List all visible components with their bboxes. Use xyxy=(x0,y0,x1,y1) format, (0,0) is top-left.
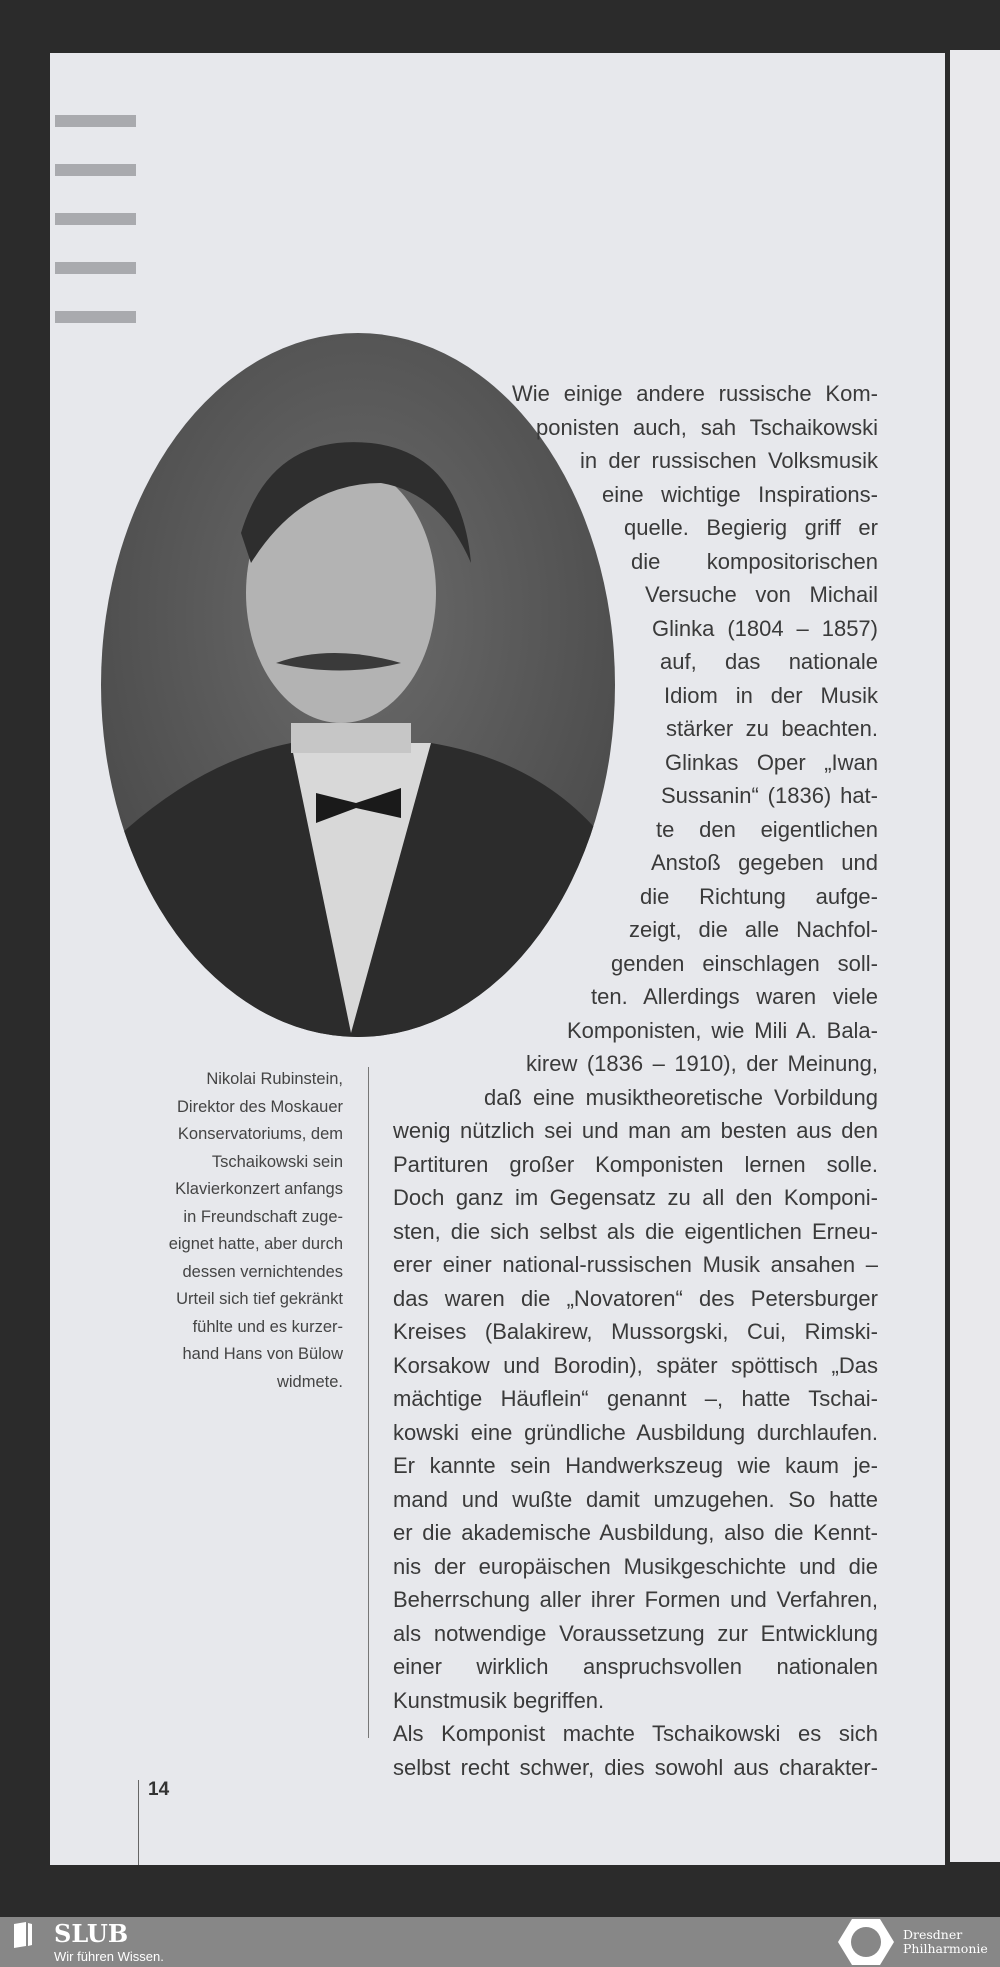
body-line: das waren die „Novatoren“ des Petersburger xyxy=(393,1285,878,1311)
partner-line-1: Dresdner xyxy=(903,1927,963,1942)
body-line: genden einschlagen soll- xyxy=(611,950,878,976)
caption-line: Tschaikowski sein xyxy=(211,1152,343,1171)
caption-line: dessen vernichtendes xyxy=(182,1262,343,1281)
body-line: Glinka (1804 – 1857) xyxy=(652,615,878,641)
adjacent-page-edge xyxy=(950,50,1000,1862)
body-line: zeigt, die alle Nachfol- xyxy=(629,917,878,942)
body-line: kowski eine gründliche Ausbildung durchlaufen. xyxy=(393,1419,878,1445)
brochure-page xyxy=(50,53,945,1865)
body-line: selbst recht schwer, dies sowohl aus charakter- xyxy=(393,1754,878,1780)
body-line: Sussanin“ (1836) hat- xyxy=(661,783,878,808)
body-line: als notwendige Voraussetzung zur Entwicklung xyxy=(393,1620,878,1646)
body-line: stärker zu beachten. xyxy=(666,716,878,741)
body-line: Beherrschung aller ihrer Formen und Verfahren, xyxy=(393,1587,878,1612)
body-line: Kunstmusik begriffen. xyxy=(393,1687,605,1713)
body-line: Glinkas Oper „Iwan xyxy=(665,749,878,775)
body-line: quelle. Begierig griff er xyxy=(624,515,878,540)
body-line: Versuche von Michail xyxy=(645,582,878,607)
body-line: Als Komponist machte Tschaikowski es sich xyxy=(393,1721,878,1746)
caption-line: widmete. xyxy=(276,1372,343,1391)
body-line: er die akademische Ausbildung, also die Kennt- xyxy=(393,1520,878,1545)
page-number: 14 xyxy=(148,1779,170,1800)
body-line: Komponisten, wie Mili A. Bala- xyxy=(567,1017,878,1043)
decorative-stripe xyxy=(55,164,136,176)
body-line: te den eigentlichen xyxy=(656,816,878,842)
footer-bar xyxy=(0,1917,1000,1967)
column-divider xyxy=(368,1067,369,1738)
decorative-stripe xyxy=(55,262,136,274)
caption-line: hand Hans von Bülow xyxy=(182,1345,343,1363)
body-line: Er kannte sein Handwerkszeug wie kaum je- xyxy=(393,1453,878,1478)
body-line: die kompositorischen xyxy=(631,548,878,574)
caption-line: Direktor des Moskauer xyxy=(177,1097,343,1116)
body-line: Kreises (Balakirew, Mussorgski, Cui, Rimski- xyxy=(393,1319,878,1344)
body-line: erer einer national-russischen Musik ansahen – xyxy=(393,1252,878,1277)
body-line: Doch ganz im Gegensatz zu all den Komponi- xyxy=(393,1185,878,1210)
body-line: auf, das nationale xyxy=(660,649,878,674)
decorative-stripe xyxy=(55,311,136,323)
decorative-stripe xyxy=(55,213,136,225)
body-line: in der russischen Volksmusik xyxy=(580,448,878,473)
body-line: mand und wußte damit umzugehen. So hatte xyxy=(393,1486,878,1512)
slub-tagline: Wir führen Wissen. xyxy=(54,1949,164,1964)
body-line: nis der europäischen Musikgeschichte und die xyxy=(393,1553,878,1579)
philharmonie-logo-text[interactable] xyxy=(903,1928,988,1956)
body-line: wenig nützlich sei und man am besten aus den xyxy=(393,1118,878,1143)
slub-logo-text[interactable]: SLUB xyxy=(54,1919,129,1948)
philharmonie-sunburst-icon xyxy=(838,1918,894,1966)
caption-line: Klavierkonzert anfangs xyxy=(175,1180,343,1198)
body-line: ponisten auch, sah Tschaikowski xyxy=(536,414,878,440)
body-line: Wie einige andere russische Kom- xyxy=(512,381,878,406)
body-line: kirew (1836 – 1910), der Meinung, xyxy=(526,1051,878,1076)
body-line: einer wirklich anspruchsvollen nationalen xyxy=(393,1654,878,1679)
body-line: Idiom in der Musik xyxy=(664,682,878,708)
decorative-stripe xyxy=(55,115,136,127)
photo-caption xyxy=(103,1066,343,1396)
partner-line-2: Philharmonie xyxy=(903,1941,988,1956)
body-line: eine wichtige Inspirations- xyxy=(602,481,878,507)
body-line: ten. Allerdings waren viele xyxy=(591,984,878,1009)
body-line: sten, die sich selbst als die eigentlichen Erneu- xyxy=(393,1218,878,1244)
body-line: daß eine musiktheoretische Vorbildung xyxy=(484,1084,878,1110)
body-line: Anstoß gegeben und xyxy=(651,850,878,875)
caption-line: fühlte und es kurzer- xyxy=(192,1317,343,1336)
caption-line: Urteil sich tief gekränkt xyxy=(176,1290,343,1308)
body-line: Partituren großer Komponisten lernen solle. xyxy=(393,1151,878,1177)
caption-line: Nikolai Rubinstein, xyxy=(206,1070,343,1088)
caption-line: eignet hatte, aber durch xyxy=(168,1235,343,1253)
caption-line: in Freundschaft zuge- xyxy=(183,1207,343,1226)
body-line: Korsakow und Borodin), später spöttisch „Das xyxy=(393,1352,878,1378)
body-line: mächtige Häuflein“ genannt –, hatte Tschai- xyxy=(393,1386,878,1411)
body-line: die Richtung aufge- xyxy=(640,883,878,909)
slub-book-icon xyxy=(12,1921,34,1949)
page-number-rule xyxy=(138,1780,139,1865)
caption-line: Konservatoriums, dem xyxy=(177,1125,343,1143)
